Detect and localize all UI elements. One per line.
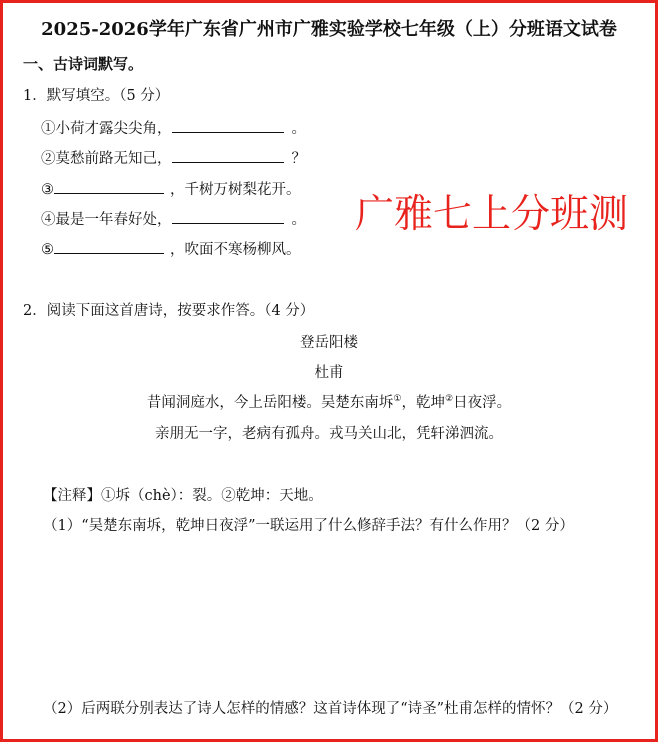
fill-line-1-text: ①小荷才露尖尖角，: [41, 121, 172, 137]
poem-note: 【注释】①坼（chè）：裂。②乾坤：天地。: [43, 488, 323, 504]
poem-line-1-b: ，乾坤: [401, 395, 445, 411]
page-title: 2025-2026学年广东省广州市广雅实验学校七年级（上）分班语文试卷: [41, 19, 617, 40]
poem-line-1-c: 日夜浮。: [453, 395, 512, 411]
poem-line-2: 亲朋无一字，老病有孤舟。戎马关山北，凭轩涕泗流。: [155, 426, 503, 442]
fill-line-5-text: ⑤: [41, 242, 54, 258]
fill-line-5-end: ，吹面不寒杨柳风。: [170, 242, 301, 258]
answer-area-1[interactable]: [43, 538, 623, 688]
poem-title: 登岳阳楼: [300, 335, 358, 351]
answer-blank-2[interactable]: [172, 148, 284, 163]
sub-question-2: （2）后两联分别表达了诗人怎样的情感？这首诗体现了“诗圣”杜甫怎样的情怀？（2 分）: [43, 701, 618, 717]
fill-line-1-end: 。: [291, 121, 306, 137]
question-2-prompt: 2．阅读下面这首唐诗，按要求作答。（4 分）: [23, 303, 315, 319]
poem-line-1: [3, 391, 655, 412]
poem-author: 杜甫: [314, 365, 344, 381]
fill-line-5: [41, 238, 301, 259]
fill-line-4-text: ④最是一年春好处，: [41, 212, 172, 228]
fill-line-3: [41, 178, 301, 199]
answer-blank-4[interactable]: [172, 209, 284, 224]
question-1-prompt: 1．默写填空。（5 分）: [23, 88, 170, 104]
fill-line-4: [41, 208, 306, 229]
fill-line-2-text: ②莫愁前路无知己，: [41, 151, 172, 167]
section-heading: 一、古诗词默写。: [23, 55, 144, 73]
answer-blank-1[interactable]: [172, 118, 284, 133]
footnote-mark-2: ②: [445, 394, 454, 405]
answer-blank-5[interactable]: [54, 239, 164, 254]
fill-line-3-end: ，千树万树梨花开。: [170, 182, 301, 198]
fill-line-4-end: 。: [291, 212, 306, 228]
poem-line-1-a: 昔闻洞庭水，今上岳阳楼。吴楚东南坼: [146, 395, 394, 411]
fill-line-2: [41, 147, 306, 168]
sub-question-1: （1）“吴楚东南坼，乾坤日夜浮”一联运用了什么修辞手法？有什么作用？（2 分）: [43, 518, 574, 534]
watermark-stamp: 广雅七上分班测: [355, 192, 629, 237]
fill-line-3-text: ③: [41, 182, 54, 198]
fill-line-2-end: ？: [291, 151, 306, 167]
footnote-mark-1: ①: [393, 394, 402, 405]
fill-line-1: [41, 117, 306, 138]
answer-blank-3[interactable]: [54, 179, 164, 194]
